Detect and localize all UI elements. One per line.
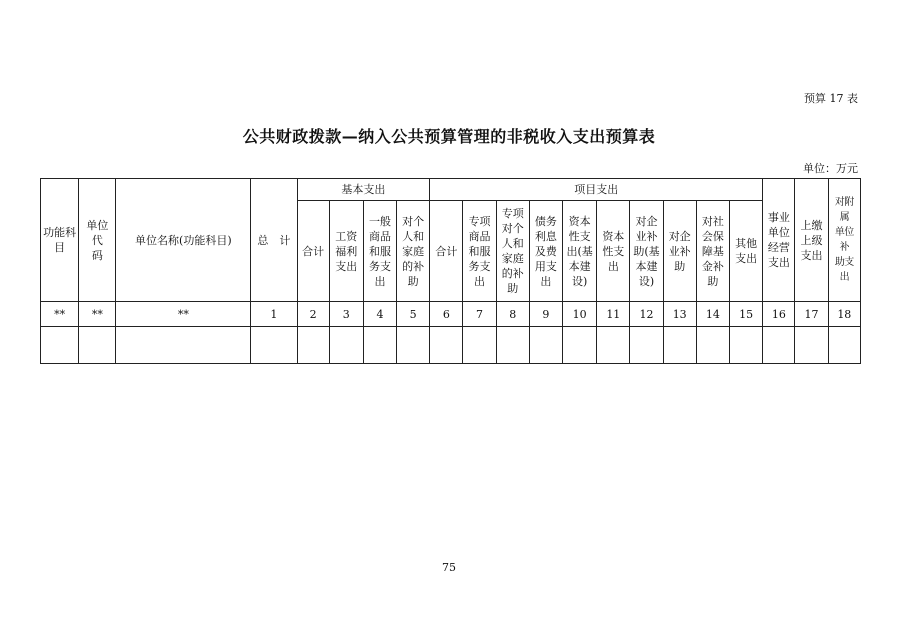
table-cell [763, 327, 795, 364]
table-cell: 13 [663, 302, 696, 327]
table-cell: 6 [430, 302, 463, 327]
header-project-expenditure: 项目支出 [430, 179, 763, 201]
header-unit-name: 单位名称(功能科目) [116, 179, 251, 302]
table-cell [251, 327, 297, 364]
header-project-col: 资本 性支 出(基 本建 设) [563, 201, 597, 302]
table-cell [828, 327, 860, 364]
table-cell: 14 [696, 302, 729, 327]
table-cell [329, 327, 363, 364]
table-cell: 10 [563, 302, 597, 327]
header-unit-code: 单位代 码 [79, 179, 116, 302]
table-cell [529, 327, 562, 364]
header-project-col: 资本 性支 出 [597, 201, 630, 302]
header-project-col: 对企 业补 助(基 本建 设) [630, 201, 663, 302]
header-project-col: 专项 对个 人和 家庭 的补 助 [496, 201, 529, 302]
form-number: 预算 17 表 [804, 92, 858, 105]
table-cell [696, 327, 729, 364]
table-cell [597, 327, 630, 364]
header-basic-expenditure: 基本支出 [297, 179, 430, 201]
table-cell: 11 [597, 302, 630, 327]
table-row-numbers [41, 302, 861, 327]
table-cell: 7 [463, 302, 496, 327]
table-cell: ** [79, 302, 116, 327]
table-cell [496, 327, 529, 364]
header-total: 总 计 [251, 179, 297, 302]
table-cell: 16 [763, 302, 795, 327]
table-cell [795, 327, 828, 364]
table-cell [41, 327, 79, 364]
header-remit-expenditure: 上缴 上级 支出 [795, 179, 828, 302]
header-basic-col: 对个 人和 家庭 的补 助 [397, 201, 430, 302]
header-group-row [41, 179, 861, 201]
table-cell: 15 [729, 302, 762, 327]
header-basic-col: 工资 福利 支出 [329, 201, 363, 302]
page-title: 公共财政拨款—纳入公共预算管理的非税收入支出预算表 [242, 127, 656, 146]
header-basic-col: 一般 商品 和服 务支 出 [363, 201, 396, 302]
table-cell [116, 327, 251, 364]
table-cell [430, 327, 463, 364]
header-functional-subject: 功能科 目 [41, 179, 79, 302]
table-cell: 3 [329, 302, 363, 327]
table-row-blank [41, 327, 861, 364]
table-cell [79, 327, 116, 364]
header-project-col: 对社 会保 障基 金补 助 [696, 201, 729, 302]
table-cell: ** [41, 302, 79, 327]
table-cell [729, 327, 762, 364]
header-basic-col: 合计 [297, 201, 329, 302]
table-cell [630, 327, 663, 364]
table-cell [397, 327, 430, 364]
table-cell [663, 327, 696, 364]
budget-table [40, 178, 861, 364]
header-affiliated-subsidy: 对附属 单位补 助支出 [828, 179, 860, 302]
table-cell [463, 327, 496, 364]
table-cell: 18 [828, 302, 860, 327]
unit-label: 单位：万元 [803, 162, 858, 175]
table-cell [297, 327, 329, 364]
table-cell [563, 327, 597, 364]
table-cell: 2 [297, 302, 329, 327]
table-cell: 5 [397, 302, 430, 327]
table-cell: ** [116, 302, 251, 327]
table-cell: 17 [795, 302, 828, 327]
header-project-col: 其他 支出 [729, 201, 762, 302]
header-project-col: 债务 利息 及费 用支 出 [529, 201, 562, 302]
header-project-col: 对企 业补 助 [663, 201, 696, 302]
header-project-col: 专项 商品 和服 务支 出 [463, 201, 496, 302]
table-cell: 8 [496, 302, 529, 327]
table-cell: 4 [363, 302, 396, 327]
page-number: 75 [442, 561, 456, 574]
table-cell: 12 [630, 302, 663, 327]
header-business-expenditure: 事业 单位 经营 支出 [763, 179, 795, 302]
table-cell [363, 327, 396, 364]
table-cell: 9 [529, 302, 562, 327]
table-cell: 1 [251, 302, 297, 327]
header-project-col: 合计 [430, 201, 463, 302]
